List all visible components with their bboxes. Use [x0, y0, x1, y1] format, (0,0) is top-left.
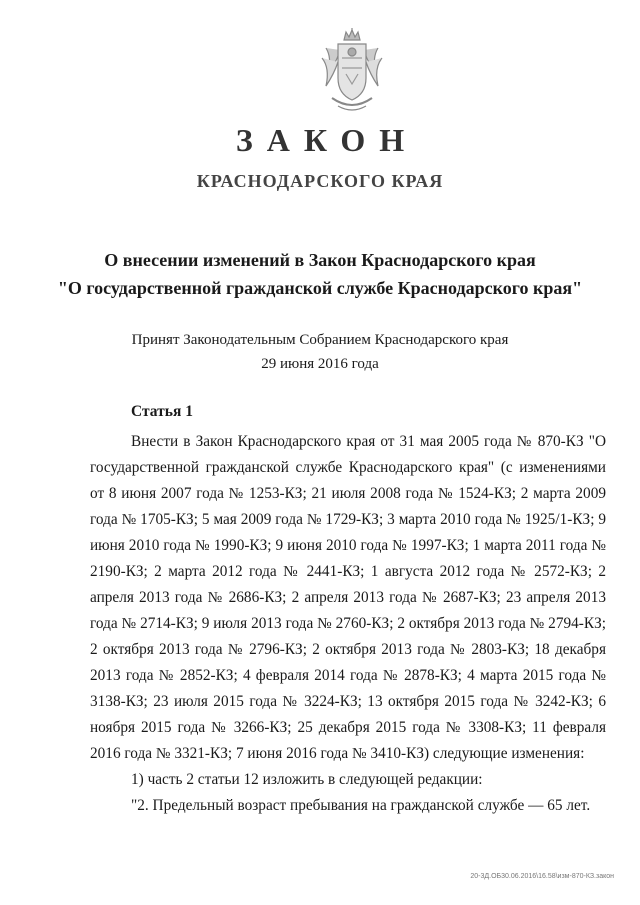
article-quote-paragraph: "2. Предельный возраст пребывания на гражданской службе — 65 лет. [131, 797, 591, 814]
article-item-1: 1) часть 2 статьи 12 изложить в следующей редакции: [131, 771, 483, 788]
article-heading: Статья 1 [131, 403, 193, 420]
adoption-info [0, 328, 640, 376]
law-title: ЗАКОН [235, 122, 419, 158]
subject-line-2: "О государственной гражданской службе Краснодарского края" [57, 278, 583, 298]
article-body [90, 429, 606, 819]
adoption-line: Принят Законодательным Собранием Краснодарского края [131, 332, 509, 348]
subject-line-1: О внесении изменений в Закон Краснодарского края [104, 250, 536, 270]
article-intro-paragraph: Внести в Закон Краснодарского края от 31 мая 2005 года № 870-КЗ "О государственной гражданской службе Краснодарского края" (с изменениями от 8 июня 2007 года № 1253-КЗ; 21 июля 2008 года № 1524-КЗ; 2 марта 2009 года № 1705-КЗ; 5 мая 2009 года № 1729-КЗ; 3 марта 2010 года № 1925/1-КЗ; 9 июня 2010 года № 1990-КЗ; 9 июня 2010 года № 1997-КЗ; 1 марта 2011 года № 2190-КЗ; 2 марта 2012 года № 2441-КЗ; 1 августа 2012 года № 2572-КЗ; 2 апреля 2013 года № 2686-КЗ; 2 апреля 2013 года № 2687-КЗ; 23 апреля 2013 года № 2714-КЗ; 9 июля 2013 года № 2760-КЗ; 2 октября 2013 года № 2794-КЗ; 2 октября 2013 года № 2796-КЗ; 2 октября 2013 года № 2803-КЗ; 18 декабря 2013 года № 2852-КЗ; 4 февраля 2014 года № 2878-КЗ; 4 марта 2015 года № 3138-КЗ; 23 июля 2015 года № 3224-КЗ; 13 октября 2015 года № 3242-КЗ; 6 ноября 2015 года № 3266-КЗ; 25 декабря 2015 года № 3308-КЗ; 11 февраля 2016 года № 3321-КЗ; 7 июня 2016 года № 3410-КЗ) следующие изменения: [90, 433, 606, 762]
file-reference: 20-3Д.ОБ30.06.2016\16.58\изм-870-КЗ.закон [470, 873, 614, 880]
region-title: КРАСНОДАРСКОГО КРАЯ [196, 171, 444, 191]
coat-of-arms-icon [318, 28, 386, 114]
law-subject [0, 246, 640, 302]
adoption-date: 29 июня 2016 года [261, 356, 379, 372]
